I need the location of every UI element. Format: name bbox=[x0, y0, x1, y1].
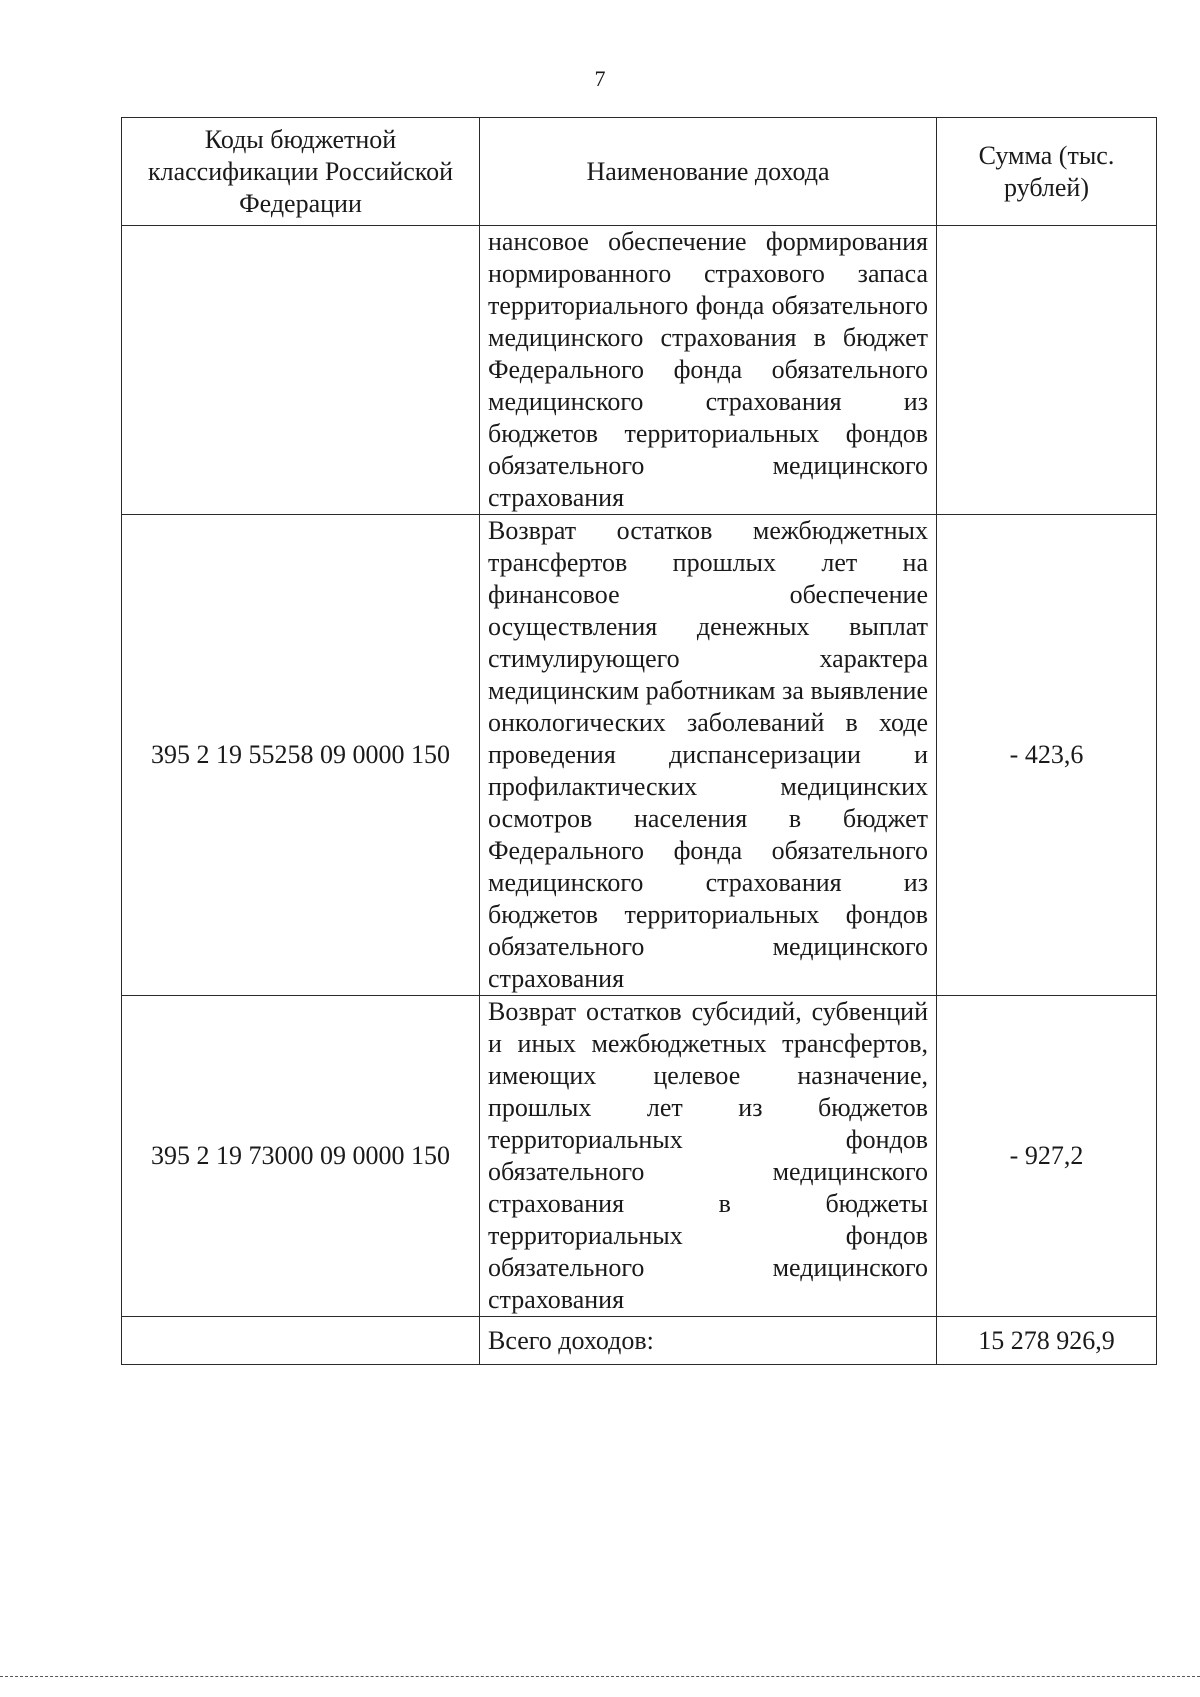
row-sum bbox=[937, 226, 1157, 515]
table-row bbox=[122, 226, 1157, 515]
table-row bbox=[122, 996, 1157, 1317]
row-name: Возврат остатков межбюджетных трансфертов прошлых лет на финансовое обеспечение осуществления денежных выплат стимулирующего характера медицинским работникам за выявление онкологических заболеваний в ходе проведения диспансеризации и профилактических медицинских осмотров населения в бюджет Федерального фонда обязательного медицинского страхования из бюджетов территориальных фондов обязательного медицинского страхования bbox=[480, 515, 937, 996]
header-name: Наименование дохода bbox=[480, 118, 937, 226]
page-number: 7 bbox=[594, 66, 606, 91]
total-sum: 15 278 926,9 bbox=[937, 1317, 1157, 1365]
row-sum: - 423,6 bbox=[937, 515, 1157, 996]
row-name: нансовое обеспечение формирования нормированного страхового запаса территориального фонда обязательного медицинского страхования в бюджет Федерального фонда обязательного медицинского страхования из бюджетов территориальных фондов обязательного медицинского страхования bbox=[480, 226, 937, 515]
footer-divider bbox=[0, 1676, 1200, 1677]
row-name: Возврат остатков субсидий, субвенций и иных межбюджетных трансфертов, имеющих целевое назначение, прошлых лет из бюджетов территориальных фондов обязательного медицинского страхования в бюджеты территориальных фондов обязательного медицинского страхования bbox=[480, 996, 937, 1317]
table-header-row bbox=[122, 118, 1157, 226]
row-code: 395 2 19 55258 09 0000 150 bbox=[122, 515, 480, 996]
header-sum: Сумма (тыс. рублей) bbox=[937, 118, 1157, 226]
revenue-table bbox=[121, 117, 1157, 1365]
header-code: Коды бюджетной классификации Российской Федерации bbox=[122, 118, 480, 226]
row-code bbox=[122, 226, 480, 515]
table-row bbox=[122, 515, 1157, 996]
row-sum: - 927,2 bbox=[937, 996, 1157, 1317]
total-code bbox=[122, 1317, 480, 1365]
total-label: Всего доходов: bbox=[480, 1317, 937, 1365]
total-row bbox=[122, 1317, 1157, 1365]
row-code: 395 2 19 73000 09 0000 150 bbox=[122, 996, 480, 1317]
